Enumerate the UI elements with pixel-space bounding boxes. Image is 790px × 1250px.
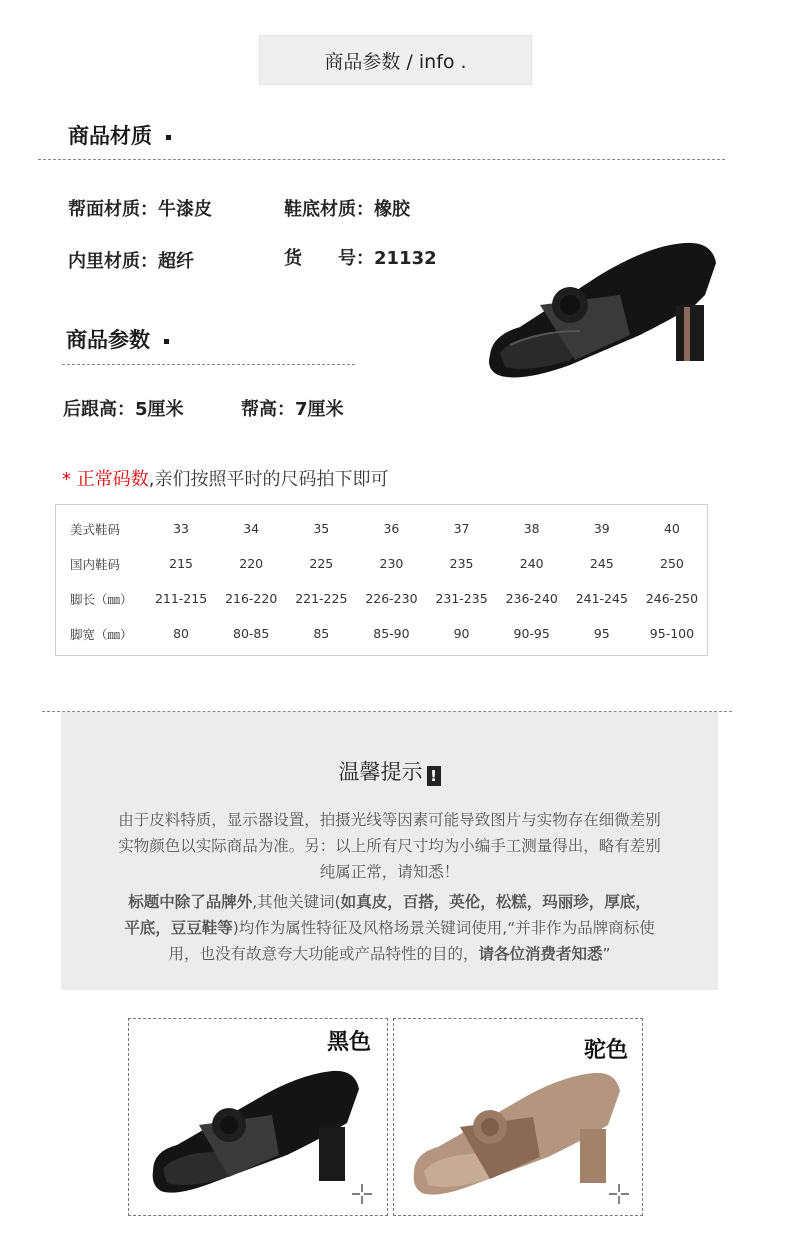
crosshair-icon: [351, 1183, 373, 1205]
table-cell: 240: [519, 556, 544, 571]
params-title: 商品参数: [66, 324, 169, 354]
section-header-title: 商品参数 / info .: [324, 50, 467, 73]
product-image-black-shoe: [480, 235, 720, 385]
table-cell: 220: [239, 556, 264, 571]
color-swatch-black[interactable]: [128, 1018, 388, 1216]
color-label-black: 黑色: [327, 1030, 372, 1055]
size-note: [62, 465, 388, 491]
table-cell: 215: [169, 556, 193, 571]
table-cell: 211-215: [154, 591, 208, 606]
table-row: [56, 616, 707, 651]
tips-line: 由于皮料特质，显示器设置，拍摄光线等因素可能导致图片与实物存在细微差别: [118, 811, 661, 829]
divider: [38, 159, 725, 160]
table-cell: 90: [453, 626, 470, 641]
tips-line: 实物颜色以实际商品为准。另：以上所有尺寸均为小编手工测量得出，略有差别: [118, 837, 661, 855]
heel-height: 后跟高：5厘米: [63, 399, 184, 420]
size-note-highlight: 正常码数: [76, 469, 149, 490]
row-header: 美式鞋码: [70, 521, 121, 537]
tips-line: 平底，豆豆鞋等)均作为属性特征及风格场景关键词使用,“并非作为品牌商标使: [124, 919, 655, 937]
table-cell: 246-250: [645, 591, 699, 606]
table-row: [56, 511, 707, 546]
camel-shoe-image: [408, 1065, 623, 1205]
table-cell: 245: [589, 556, 614, 571]
upper-height: 帮高：7厘米: [241, 399, 344, 420]
table-cell: 80: [173, 626, 190, 641]
tips-paragraph-2: [81, 889, 698, 967]
tips-title: 温馨提示 !: [61, 756, 718, 786]
table-cell: 80-85: [233, 626, 270, 641]
table-cell: 37: [453, 521, 470, 536]
table-cell: 216-220: [225, 591, 278, 606]
tips-paragraph-1: [81, 807, 698, 885]
table-cell: 241-245: [575, 591, 628, 606]
table-cell: 40: [663, 521, 680, 536]
table-cell: 85-90: [373, 626, 410, 641]
table-cell: 225: [309, 556, 334, 571]
table-cell: 235: [449, 556, 474, 571]
row-header: 脚长（㎜）: [70, 591, 133, 607]
item-number: 货 号：21132: [284, 248, 437, 269]
table-cell: 250: [660, 556, 684, 571]
tips-line: 用，也没有故意夸大功能或产品特性的目的，请各位消费者知悉”: [168, 945, 611, 963]
table-row: [56, 581, 707, 616]
exclamation-icon: !: [427, 766, 441, 786]
row-header: 国内鞋码: [70, 556, 121, 572]
table-cell: 35: [313, 521, 330, 536]
sole-material: 鞋底材质：橡胶: [284, 199, 410, 220]
size-note-text: ,亲们按照平时的尺码拍下即可: [148, 469, 389, 490]
color-label-camel: 驼色: [584, 1038, 629, 1063]
table-cell: 226-230: [365, 591, 418, 606]
table-cell: 95: [593, 626, 610, 641]
tips-line: 纯属正常，请知悉！: [319, 863, 460, 881]
lining-material: 内里材质：超纤: [68, 251, 194, 272]
table-cell: 34: [243, 521, 260, 536]
size-table: [55, 504, 708, 656]
tips-line: 标题中除了品牌外,其他关键词(如真皮，百搭，英伦，松糕，玛丽珍，厚底，: [128, 893, 651, 911]
divider: [62, 364, 355, 365]
bullet-dot: [166, 135, 171, 140]
bullet-dot: [164, 339, 169, 344]
black-shoe-image: [147, 1063, 362, 1203]
material-title: 商品材质: [68, 120, 171, 150]
table-cell: 95-100: [649, 626, 695, 641]
table-cell: 231-235: [435, 591, 488, 606]
upper-material: 帮面材质：牛漆皮: [68, 199, 212, 220]
table-cell: 33: [173, 521, 190, 536]
table-cell: 236-240: [505, 591, 558, 606]
section-header: [259, 35, 532, 85]
table-cell: 85: [313, 626, 330, 641]
color-swatch-camel[interactable]: [393, 1018, 643, 1216]
table-cell: 221-225: [295, 591, 348, 606]
star-mark: *: [62, 469, 71, 490]
tips-box: [61, 712, 718, 990]
crosshair-icon: [608, 1183, 630, 1205]
table-cell: 230: [379, 556, 404, 571]
table-cell: 36: [383, 521, 400, 536]
table-row: [56, 546, 707, 581]
table-cell: 39: [593, 521, 610, 536]
row-header: 脚宽（㎜）: [70, 626, 133, 642]
table-cell: 38: [523, 521, 540, 536]
table-cell: 90-95: [513, 626, 550, 641]
